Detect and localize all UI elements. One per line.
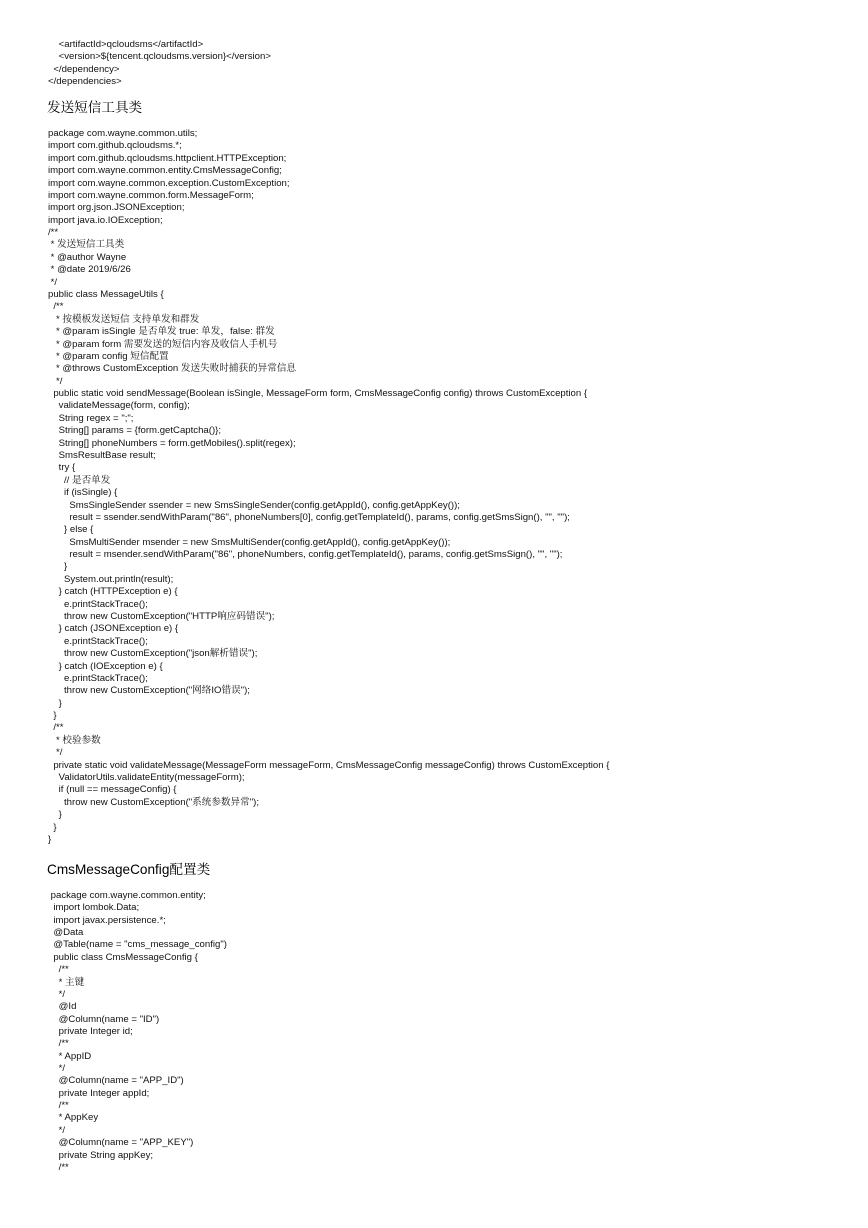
code-line: } <box>48 710 57 722</box>
code-line: } catch (IOException e) { <box>48 660 163 672</box>
code-line: import javax.persistence.*; <box>48 914 166 926</box>
code-line: /** <box>48 1100 69 1112</box>
section-heading-config: CmsMessageConfig配置类 <box>47 862 211 877</box>
code-line: * @param config 短信配置 <box>48 350 169 362</box>
code-line: /** <box>48 1161 69 1173</box>
code-line: SmsMultiSender msender = new SmsMultiSender(config.getAppId(), config.getAppKey()); <box>48 536 451 548</box>
code-line: } <box>48 697 62 709</box>
code-line: */ <box>48 1124 66 1136</box>
code-line: * 校验参数 <box>48 734 101 746</box>
code-line: throw new CustomException("json解析错误"); <box>48 648 258 660</box>
code-line: package com.wayne.common.utils; <box>48 128 198 139</box>
code-line: if (null == messageConfig) { <box>48 784 177 796</box>
code-line: e.printStackTrace(); <box>48 672 148 684</box>
code-line: import com.github.qcloudsms.httpclient.HTTPException; <box>48 152 287 164</box>
code-line: */ <box>48 1063 66 1075</box>
code-line: /** <box>48 1038 69 1050</box>
code-line: * 按模板发送短信 支持单发和群发 <box>48 313 200 325</box>
code-line: * @throws CustomException 发送失败时捕获的异常信息 <box>48 363 297 375</box>
code-line: try { <box>48 462 76 474</box>
code-line: import lombok.Data; <box>48 902 140 914</box>
code-line: if (isSingle) { <box>48 487 118 499</box>
code-line: String regex = ";"; <box>48 412 134 424</box>
code-line: </dependencies> <box>48 75 122 87</box>
code-line: /** <box>48 964 69 976</box>
code-line: * AppKey <box>48 1112 99 1124</box>
code-line: SmsResultBase result; <box>48 450 156 461</box>
code-line: // 是否单发 <box>48 474 111 486</box>
code-line: public class CmsMessageConfig { <box>48 951 198 963</box>
code-line: public static void sendMessage(Boolean isSingle, MessageForm form, CmsMessageConfig config) throws CustomException { <box>48 388 588 400</box>
code-line: String[] phoneNumbers = form.getMobiles().split(regex); <box>48 437 296 449</box>
code-line: package com.wayne.common.entity; <box>48 890 206 901</box>
code-line: } catch (JSONException e) { <box>48 623 179 635</box>
code-line: private Integer appId; <box>48 1087 150 1099</box>
code-line: @Column(name = "APP_ID") <box>48 1075 184 1087</box>
code-line: /** <box>48 227 59 239</box>
code-line: @Data <box>48 927 84 939</box>
code-line: } catch (HTTPException e) { <box>48 586 178 598</box>
code-line: /** <box>48 301 64 313</box>
code-line: import org.json.JSONException; <box>48 202 185 214</box>
code-line: * 主键 <box>48 976 85 988</box>
code-line: private Integer id; <box>48 1025 133 1037</box>
code-line: @Table(name = "cms_message_config") <box>48 939 227 951</box>
code-line: } else { <box>48 524 94 536</box>
code-line: private String appKey; <box>48 1149 154 1161</box>
code-line: import com.wayne.common.entity.CmsMessageConfig; <box>48 165 282 177</box>
code-line: @Column(name = "ID") <box>48 1013 160 1025</box>
code-line: @Id <box>48 1001 77 1013</box>
code-line: /** <box>48 722 64 734</box>
code-line: } <box>48 809 62 821</box>
code-line: </dependency> <box>48 63 120 75</box>
code-line: import java.io.IOException; <box>48 214 163 226</box>
code-line: */ <box>48 276 58 288</box>
code-line: * @param form 需要发送的短信内容及收信人手机号 <box>48 338 278 350</box>
code-line: <artifactId>qcloudsms</artifactId> <box>48 39 204 50</box>
code-line: import com.github.qcloudsms.*; <box>48 140 182 152</box>
code-line: * AppID <box>48 1050 92 1062</box>
code-line: SmsSingleSender ssender = new SmsSingleSender(config.getAppId(), config.getAppKey()); <box>48 499 460 511</box>
code-line: throw new CustomException("网络IO错误"); <box>48 685 250 697</box>
code-line: <version>${tencent.qcloudsms.version}</version> <box>48 51 271 63</box>
code-line: result = msender.sendWithParam("86", phoneNumbers, config.getTemplateId(), params, config.getSmsSign(), "", ""); <box>48 549 563 561</box>
code-line: import com.wayne.common.form.MessageForm; <box>48 189 254 201</box>
code-line: private static void validateMessage(MessageForm messageForm, CmsMessageConfig messageConfig) throws CustomException { <box>48 759 610 771</box>
code-line: * @author Wayne <box>48 251 127 263</box>
code-line: validateMessage(form, config); <box>48 400 190 412</box>
code-line: } <box>48 833 52 845</box>
code-line: */ <box>48 375 63 387</box>
code-line: String[] params = {form.getCaptcha()}; <box>48 425 222 437</box>
code-line: */ <box>48 747 63 759</box>
code-line: * @param isSingle 是否单发 true: 单发，false: 群发 <box>48 326 275 338</box>
code-line: public class MessageUtils { <box>48 289 164 300</box>
section-heading-sms-utils: 发送短信工具类 <box>47 100 143 115</box>
code-line: result = ssender.sendWithParam("86", phoneNumbers[0], config.getTemplateId(), params, config.getSmsSign(), "", ""); <box>48 511 570 523</box>
code-line: throw new CustomException("HTTP响应码错误"); <box>48 611 275 622</box>
code-line: System.out.println(result); <box>48 573 174 585</box>
code-line: * @date 2019/6/26 <box>48 264 131 276</box>
code-line: } <box>48 821 57 833</box>
code-line: @Column(name = "APP_KEY") <box>48 1137 194 1149</box>
code-line: import com.wayne.common.exception.CustomException; <box>48 177 290 189</box>
code-line: e.printStackTrace(); <box>48 635 148 647</box>
code-line: ValidatorUtils.validateEntity(messageForm); <box>48 772 245 784</box>
code-line: e.printStackTrace(); <box>48 598 148 610</box>
code-line: throw new CustomException("系统参数异常"); <box>48 796 259 808</box>
code-line: * 发送短信工具类 <box>48 239 125 251</box>
code-line: } <box>48 561 68 573</box>
code-line: */ <box>48 988 66 1000</box>
